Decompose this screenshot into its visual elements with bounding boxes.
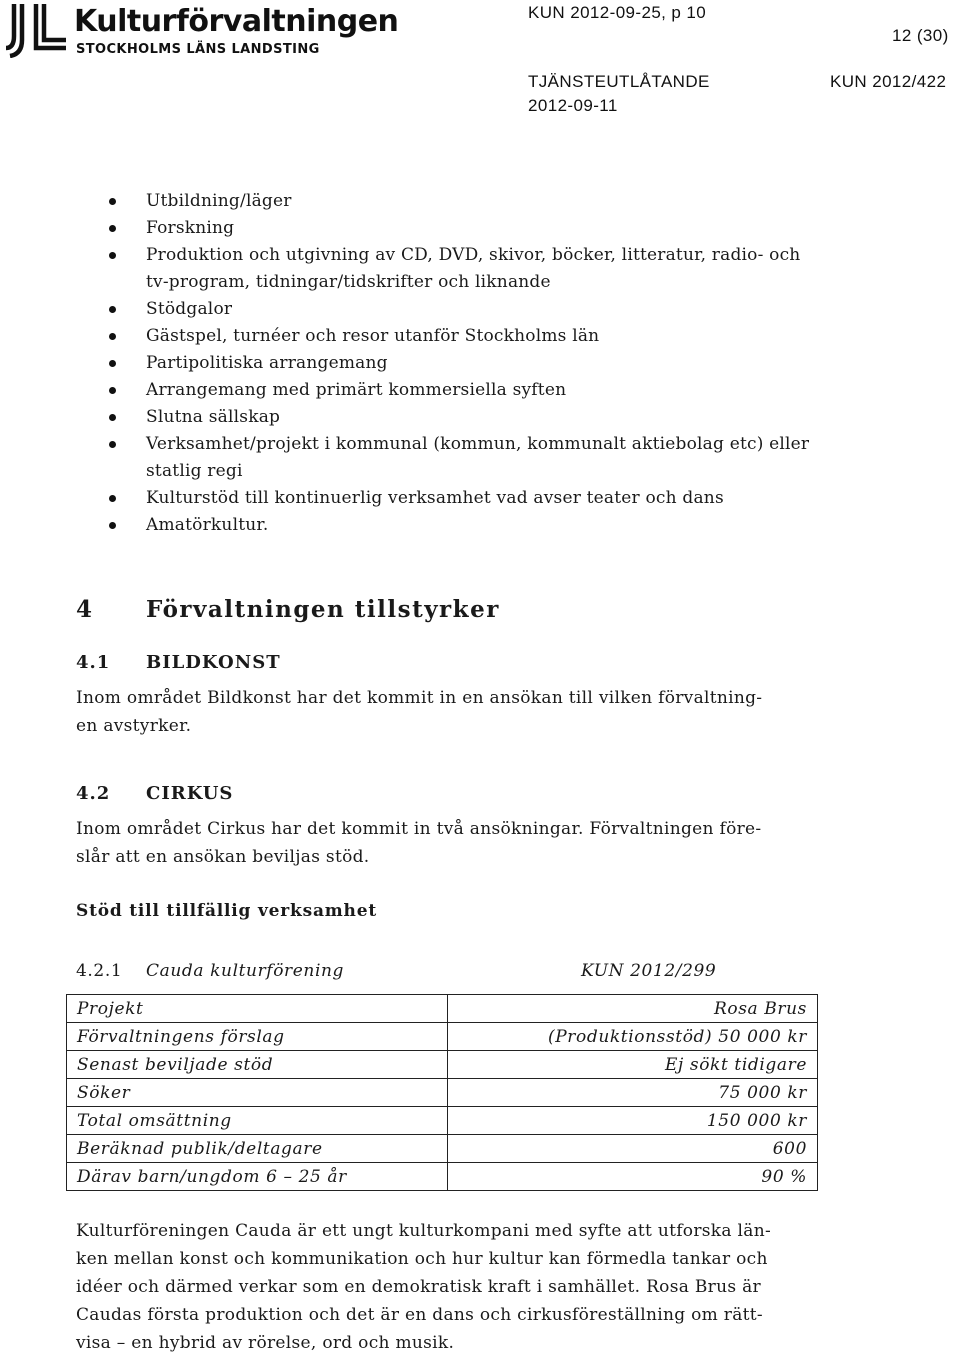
bullet-icon (109, 495, 116, 502)
application-description (76, 1217, 836, 1357)
cirkus-text-line: Inom området Cirkus har det kommit in två ansökningar. Förvaltningen före- (76, 819, 762, 839)
bildkonst-text-line: Inom området Bildkonst har det kommit in en ansökan till vilken förvaltning- (76, 688, 763, 708)
row-value: 90 % (448, 1163, 818, 1191)
table-row (67, 1163, 818, 1191)
bullet-icon (109, 252, 116, 259)
table-row (67, 995, 818, 1023)
bullet-icon (109, 360, 116, 367)
document-date: 2012-09-11 (528, 96, 618, 115)
row-value: (Produktionsstöd) 50 000 kr (448, 1023, 818, 1051)
bullet-icon (109, 198, 116, 205)
list-item: Stödgalor (106, 296, 826, 323)
application-facts-table (66, 994, 818, 1191)
table-row (67, 1107, 818, 1135)
row-label: Total omsättning (67, 1107, 448, 1135)
list-item: Kulturstöd till kontinuerlig verksamhet vad avser teater och dans (106, 485, 826, 512)
description-line: Kulturföreningen Cauda är ett ungt kulturkompani med syfte att utforska län- (76, 1221, 771, 1241)
organization-logo (4, 4, 399, 58)
table-row (67, 1051, 818, 1079)
support-category-heading: Stöd till tillfällig verksamhet (76, 901, 377, 921)
bullet-icon (109, 387, 116, 394)
logo-subtitle: STOCKHOLMS LÄNS LANDSTING (76, 42, 320, 57)
bullet-icon (109, 333, 116, 340)
cirkus-text-line: slår att en ansökan beviljas stöd. (76, 847, 370, 867)
table-row (67, 1023, 818, 1051)
logo-name: Kulturförvaltningen (74, 4, 399, 39)
row-label: Därav barn/ungdom 6 – 25 år (67, 1163, 448, 1191)
bullet-icon (109, 414, 116, 421)
row-label: Beräknad publik/deltagare (67, 1135, 448, 1163)
list-item: Produktion och utgivning av CD, DVD, skivor, böcker, litteratur, radio- och tv-program, tidningar/tidskrifter och liknande (106, 242, 826, 296)
jl-emblem-icon (4, 4, 68, 58)
page-number: 12 (30) (892, 26, 949, 45)
list-item: Utbildning/läger (106, 188, 826, 215)
subsection-number: 4.1 (76, 652, 111, 673)
subsection-title: CIRKUS (146, 783, 234, 804)
case-reference: KUN 2012/422 (830, 72, 947, 91)
table-row (67, 1135, 818, 1163)
row-value: 600 (448, 1135, 818, 1163)
applicant-name: Cauda kulturförening (146, 961, 345, 981)
description-line: visa – en hybrid av rörelse, ord och musik. (76, 1333, 455, 1353)
list-item: Arrangemang med primärt kommersiella syften (106, 377, 826, 404)
exclusion-bullet-list (106, 188, 826, 539)
table-row (67, 1079, 818, 1107)
list-item: Amatörkultur. (106, 512, 826, 539)
row-label: Senast beviljade stöd (67, 1051, 448, 1079)
bullet-icon (109, 306, 116, 313)
document-type: TJÄNSTEUTLÅTANDE (528, 72, 710, 91)
list-item: Slutna sällskap (106, 404, 826, 431)
bullet-icon (109, 441, 116, 448)
description-line: Caudas första produktion och det är en dans och cirkusföreställning om rätt- (76, 1305, 763, 1325)
list-item: Gästspel, turnéer och resor utanför Stockholms län (106, 323, 826, 350)
row-value: Ej sökt tidigare (448, 1051, 818, 1079)
application-case-ref: KUN 2012/299 (581, 961, 717, 981)
list-item: Forskning (106, 215, 826, 242)
section-number: 4 (76, 596, 94, 623)
bullet-icon (109, 522, 116, 529)
meeting-reference: KUN 2012-09-25, p 10 (528, 3, 707, 22)
row-value: 75 000 kr (448, 1079, 818, 1107)
row-label: Projekt (67, 995, 448, 1023)
list-item: Partipolitiska arrangemang (106, 350, 826, 377)
row-label: Söker (67, 1079, 448, 1107)
list-item: Verksamhet/projekt i kommunal (kommun, kommunalt aktiebolag etc) eller statlig regi (106, 431, 826, 485)
subsection-title: BILDKONST (146, 652, 281, 673)
description-line: ken mellan konst och kommunikation och hur kultur kan förmedla tankar och (76, 1249, 768, 1269)
application-number: 4.2.1 (76, 961, 123, 981)
row-label: Förvaltningens förslag (67, 1023, 448, 1051)
section-title: Förvaltningen tillstyrker (146, 596, 500, 623)
row-value: 150 000 kr (448, 1107, 818, 1135)
subsection-number: 4.2 (76, 783, 111, 804)
row-value: Rosa Brus (448, 995, 818, 1023)
bildkonst-text-line: en avstyrker. (76, 716, 192, 736)
description-line: idéer och därmed verkar som en demokratisk kraft i samhället. Rosa Brus är (76, 1277, 761, 1297)
bullet-icon (109, 225, 116, 232)
